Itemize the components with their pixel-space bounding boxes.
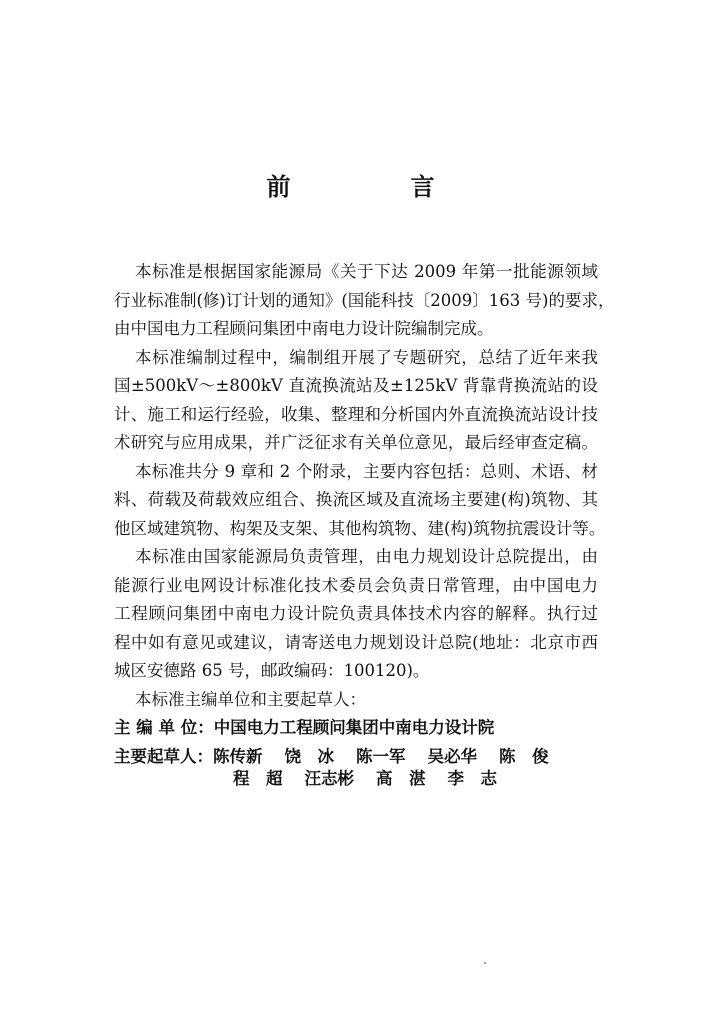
paragraph-3-line-1: 本标准共分 9 章和 2 个附录，主要内容包括：总则、术语、材 — [135, 461, 598, 481]
chief-unit-line — [114, 714, 598, 743]
drafter-name: 李 志 — [447, 769, 497, 788]
foreword-body — [114, 258, 615, 771]
chief-unit-label: 主 编 单 位： — [114, 718, 214, 737]
scan-speck — [484, 962, 486, 964]
drafter-name: 陈一军 — [356, 746, 406, 766]
paragraph-4-line-3: 工程顾问集团中南电力设计院负责具体技术内容的解释。执行过 — [114, 604, 598, 623]
drafter-name: 饶 冰 — [284, 746, 334, 766]
paragraph-3-line-2: 料、荷载及荷载效应组合、换流区域及直流场主要建(构)筑物、其 — [114, 490, 598, 509]
drafters-line-2 — [233, 765, 519, 794]
paragraph-1-line-1: 本标准是根据国家能源局《关于下达 2009 年第一批能源领域 — [135, 262, 598, 281]
paragraph-2-line-3: 计、施工和运行经验，收集、整理和分析国内外直流换流站设计技 — [114, 404, 598, 424]
paragraph-2-line-2: 国±500kV～±800kV 直流换流站及±125kV 背靠背换流站的设 — [114, 376, 598, 395]
paragraph-4-line-4: 程中如有意见或建议，请寄送电力规划设计总院(地址：北京市西 — [114, 632, 598, 652]
drafter-name: 程 超 — [233, 769, 283, 788]
drafter-name: 汪志彬 — [304, 769, 354, 788]
paragraph-2-line-1: 本标准编制过程中，编制组开展了专题研究，总结了近年来我 — [135, 347, 598, 367]
paragraph-5-line-1: 本标准主编单位和主要起草人： — [135, 689, 366, 709]
paragraph-2-line-4: 术研究与应用成果，并广泛征求有关单位意见，最后经审查定稿。 — [114, 433, 598, 452]
chief-unit-value: 中国电力工程顾问集团中南电力设计院 — [213, 718, 495, 737]
drafter-name: 吴必华 — [427, 746, 477, 766]
drafter-name: 陈传新 — [213, 746, 263, 766]
paragraph-1-line-3: 由中国电力工程顾问集团中南电力设计院编制完成。 — [114, 319, 494, 338]
paragraph-4-line-5: 城区安德路 65 号，邮政编码：100120)。 — [114, 661, 430, 680]
page-title: 前 言 — [266, 173, 483, 201]
paragraph-4-line-1: 本标准由国家能源局负责管理，由电力规划设计总院提出，由 — [135, 547, 598, 566]
drafter-name: 高 湛 — [376, 769, 426, 788]
paragraph-1-line-2: 行业标准制(修)订计划的通知》(国能科技〔2009〕163 号)的要求， — [114, 290, 615, 310]
drafters-label: 主要起草人： — [114, 746, 213, 766]
paragraph-4-line-2: 能源行业电网设计标准化技术委员会负责日常管理，由中国电力 — [114, 575, 598, 595]
paragraph-3-line-3: 他区域建筑物、构架及支架、其他构筑物、建(构)筑物抗震设计等。 — [114, 518, 606, 538]
drafter-name: 陈 俊 — [499, 746, 549, 766]
